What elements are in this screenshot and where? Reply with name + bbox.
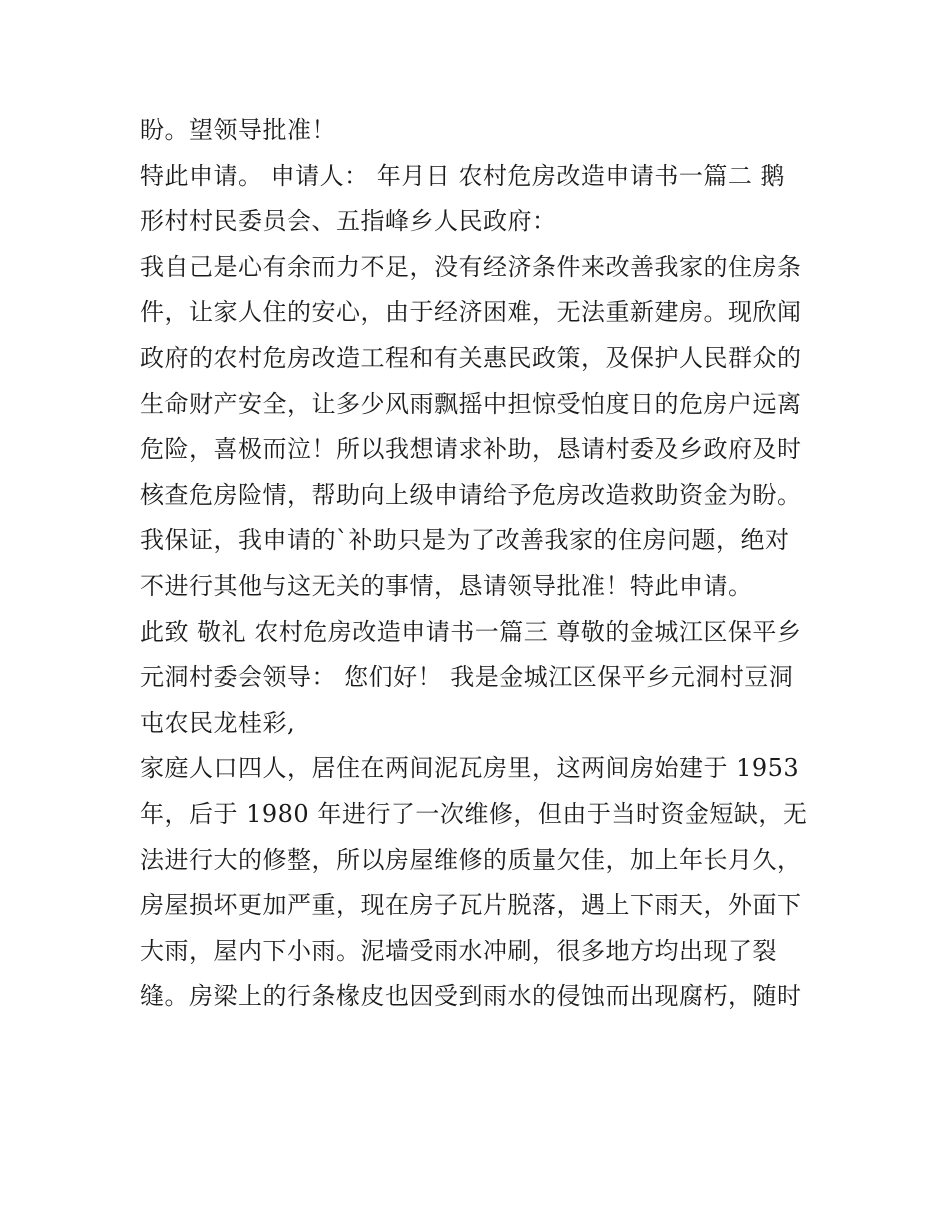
text-line: 特此申请。 申请人： 年月日 农村危房改造申请书一篇二 鹅 <box>140 161 786 190</box>
text-line: 盼。望领导批准！ <box>140 116 336 144</box>
text-line: 法进行大的修整，所以房屋维修的质量欠佳，加上年长月久， <box>140 845 802 874</box>
text-line: 此致 敬礼 农村危房改造申请书一篇三 尊敬的金城江区保平乡 <box>140 617 802 646</box>
text-line: 形村村民委员会、五指峰乡人民政府： <box>140 207 557 236</box>
text-line: 我保证，我申请的`补助只是为了改善我家的住房问题，绝对 <box>140 526 790 555</box>
text-line: 不进行其他与这无关的事情，恳请领导批准！特此申请。 <box>140 571 753 600</box>
text-line: 年，后于 1980 年进行了一次维修，但由于当时资金短缺，无 <box>140 799 808 828</box>
text-line: 件，让家人住的安心，由于经济困难，无法重新建房。现欣闻 <box>140 298 802 327</box>
text-line: 大雨，屋内下小雨。泥墙受雨水冲刷，很多地方均出现了裂 <box>140 936 777 965</box>
text-line: 元洞村委会领导： 您们好！ 我是金城江区保平乡元洞村豆洞 <box>140 663 794 692</box>
text-line: 屯农民龙桂彩, <box>140 708 296 737</box>
text-line: 缝。房梁上的行条椽皮也因受到雨水的侵蚀而出现腐朽，随时 <box>140 982 802 1011</box>
text-line: 政府的农村危房改造工程和有关惠民政策，及保护人民群众的 <box>140 343 802 372</box>
text-line: 核查危房险情，帮助向上级申请给予危房改造救助资金为盼。 <box>140 480 802 509</box>
text-line: 危险，喜极而泣！所以我想请求补助，恳请村委及乡政府及时 <box>140 435 802 464</box>
text-line: 房屋损坏更加严重，现在房子瓦片脱落，遇上下雨天，外面下 <box>140 891 802 920</box>
document-body <box>140 108 820 1020</box>
text-line: 生命财产安全，让多少风雨飘摇中担惊受怕度日的危房户远离 <box>140 389 802 418</box>
text-line: 我自己是心有余而力不足，没有经济条件来改善我家的住房条 <box>140 252 802 281</box>
text-line: 家庭人口四人，居住在两间泥瓦房里，这两间房始建于 1953 <box>140 754 800 783</box>
